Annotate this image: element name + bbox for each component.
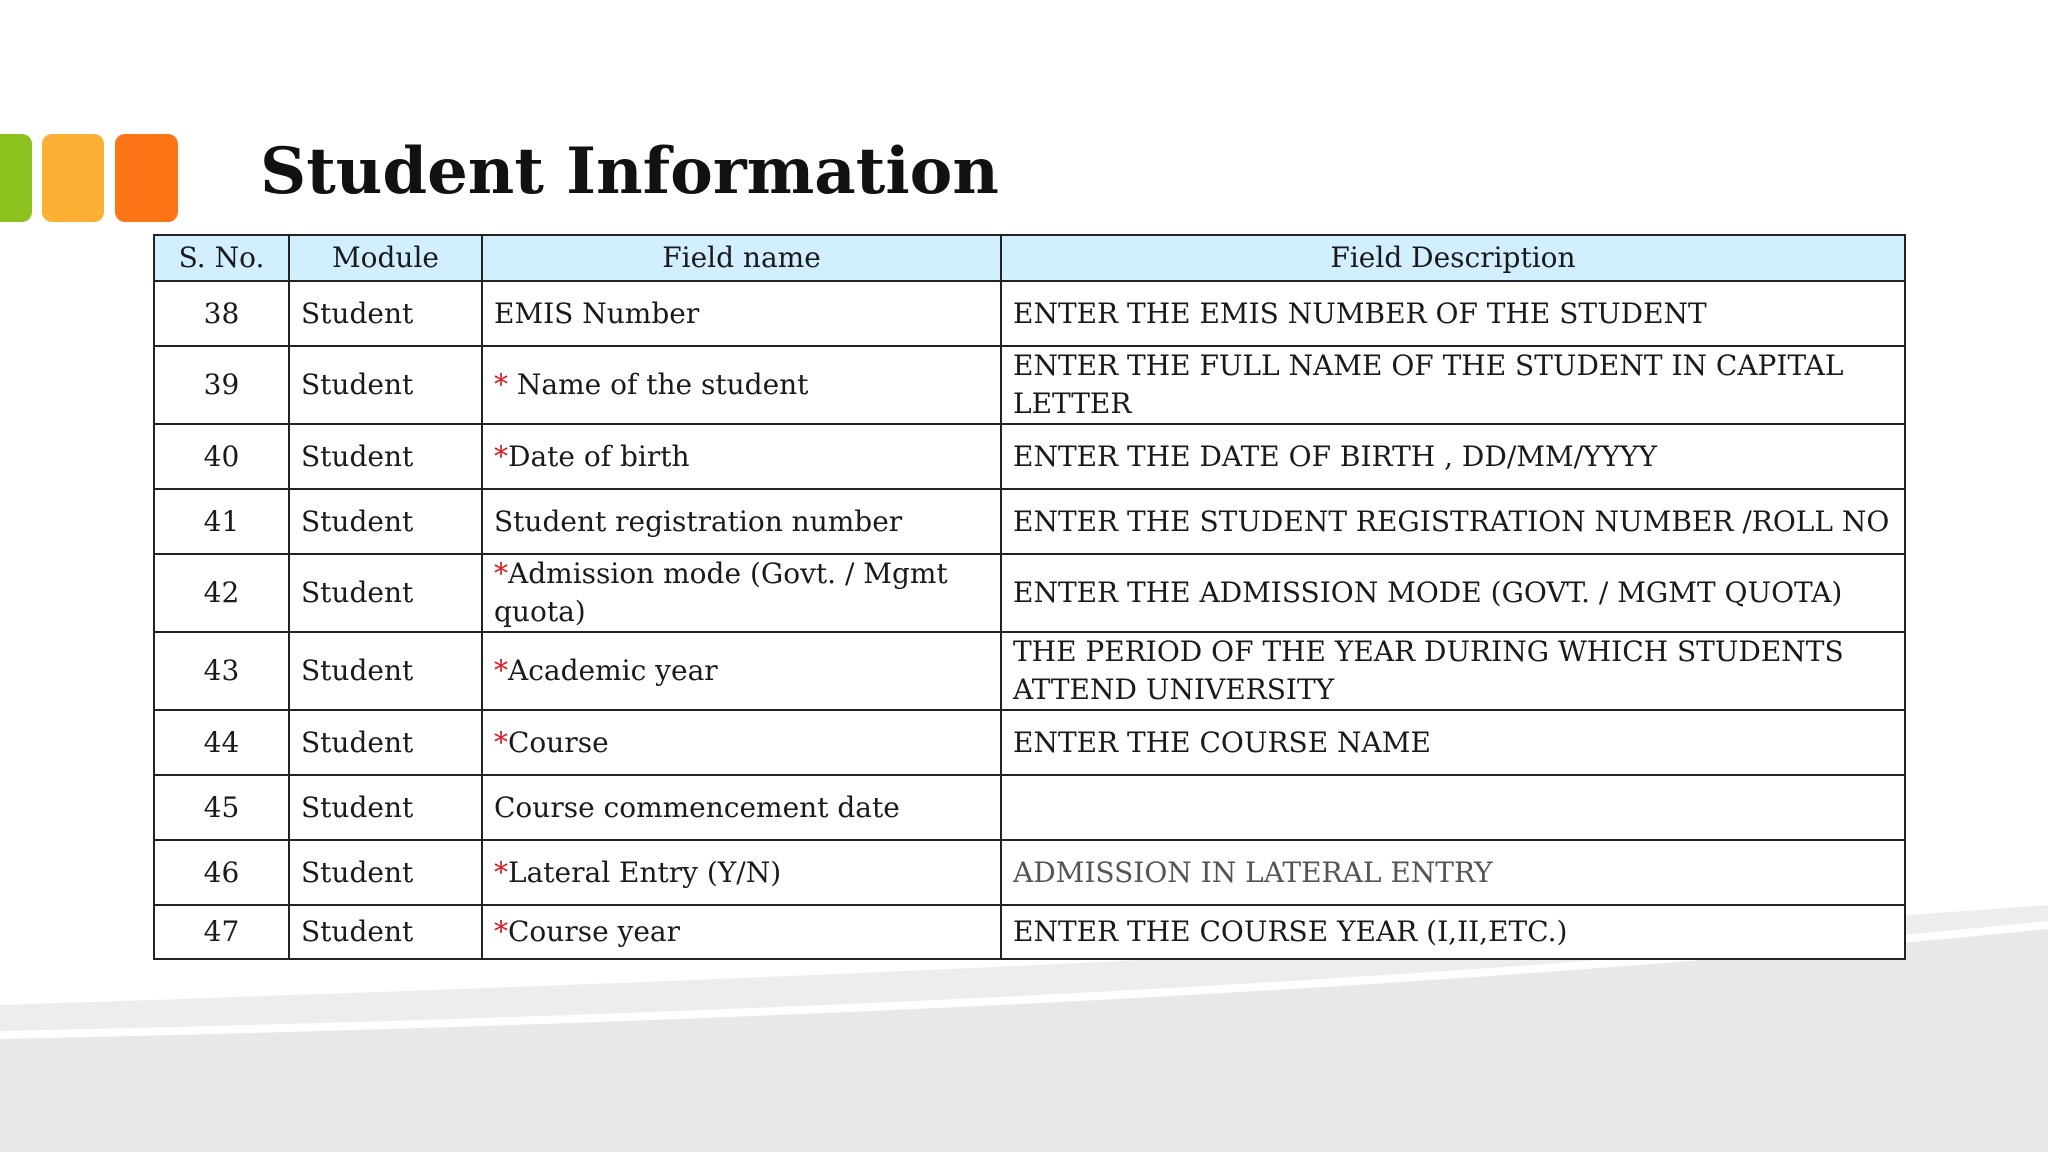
cell-field-name — [482, 632, 1001, 710]
cell-module: Student — [289, 424, 482, 489]
cell-module: Student — [289, 905, 482, 959]
cell-field-name — [482, 905, 1001, 959]
cell-sno: 40 — [154, 424, 289, 489]
field-name-text: Admission mode (Govt. / Mgmt quota) — [494, 557, 948, 628]
header-module: Module — [289, 235, 482, 281]
table-row — [154, 346, 1905, 424]
header-sno: S. No. — [154, 235, 289, 281]
cell-module: Student — [289, 632, 482, 710]
cell-field-description: ENTER THE COURSE NAME — [1001, 710, 1905, 775]
required-marker: * — [494, 654, 508, 687]
table-row — [154, 905, 1905, 959]
table-row — [154, 489, 1905, 554]
cell-field-description: ENTER THE STUDENT REGISTRATION NUMBER /ROLL NO — [1001, 489, 1905, 554]
cell-field-description: ENTER THE EMIS NUMBER OF THE STUDENT — [1001, 281, 1905, 346]
cell-field-description: ENTER THE FULL NAME OF THE STUDENT IN CAPITAL LETTER — [1001, 346, 1905, 424]
cell-sno: 46 — [154, 840, 289, 905]
cell-module: Student — [289, 775, 482, 840]
accent-block-green — [0, 134, 32, 222]
cell-field-description: ENTER THE DATE OF BIRTH , DD/MM/YYYY — [1001, 424, 1905, 489]
cell-sno: 43 — [154, 632, 289, 710]
cell-module: Student — [289, 710, 482, 775]
table-row — [154, 840, 1905, 905]
student-info-table — [153, 234, 1906, 960]
cell-field-description — [1001, 775, 1905, 840]
required-marker: * — [494, 915, 508, 948]
cell-field-name — [482, 281, 1001, 346]
cell-field-name — [482, 424, 1001, 489]
slide-title: Student Information — [260, 134, 999, 209]
cell-field-name — [482, 489, 1001, 554]
field-name-text: Lateral Entry (Y/N) — [508, 855, 782, 889]
cell-sno: 45 — [154, 775, 289, 840]
field-name-text: Course commencement date — [494, 790, 900, 824]
cell-sno: 39 — [154, 346, 289, 424]
cell-field-name — [482, 710, 1001, 775]
table-row — [154, 632, 1905, 710]
accent-block-orange — [115, 134, 178, 222]
header-field-name: Field name — [482, 235, 1001, 281]
cell-sno: 38 — [154, 281, 289, 346]
table-header-row — [154, 235, 1905, 281]
field-name-text: Name of the student — [516, 368, 809, 401]
field-name-text: Course year — [508, 915, 681, 948]
cell-sno: 42 — [154, 554, 289, 632]
cell-field-description: THE PERIOD OF THE YEAR DURING WHICH STUDENTS ATTEND UNIVERSITY — [1001, 632, 1905, 710]
cell-module: Student — [289, 840, 482, 905]
field-name-text: EMIS Number — [494, 296, 700, 330]
table-row — [154, 775, 1905, 840]
field-name-text: Course — [508, 725, 609, 759]
required-marker: * — [494, 368, 517, 401]
accent-block-yellow — [42, 134, 104, 222]
cell-sno: 44 — [154, 710, 289, 775]
field-name-text: Student registration number — [494, 504, 903, 538]
cell-module: Student — [289, 346, 482, 424]
cell-field-name — [482, 346, 1001, 424]
required-marker: * — [494, 557, 508, 590]
cell-field-name — [482, 554, 1001, 632]
table-row — [154, 554, 1905, 632]
field-name-text: Academic year — [508, 654, 718, 687]
cell-module: Student — [289, 554, 482, 632]
required-marker: * — [494, 855, 508, 889]
header-field-description: Field Description — [1001, 235, 1905, 281]
cell-field-description: ENTER THE COURSE YEAR (I,II,ETC.) — [1001, 905, 1905, 959]
cell-field-description: ENTER THE ADMISSION MODE (GOVT. / MGMT QUOTA) — [1001, 554, 1905, 632]
cell-field-name — [482, 840, 1001, 905]
cell-module: Student — [289, 281, 482, 346]
required-marker: * — [494, 725, 508, 759]
field-name-text: Date of birth — [508, 439, 690, 473]
cell-field-description: ADMISSION IN LATERAL ENTRY — [1001, 840, 1905, 905]
cell-field-name — [482, 775, 1001, 840]
cell-sno: 47 — [154, 905, 289, 959]
table-row — [154, 281, 1905, 346]
table-row — [154, 710, 1905, 775]
cell-module: Student — [289, 489, 482, 554]
required-marker: * — [494, 439, 508, 473]
cell-sno: 41 — [154, 489, 289, 554]
table-row — [154, 424, 1905, 489]
